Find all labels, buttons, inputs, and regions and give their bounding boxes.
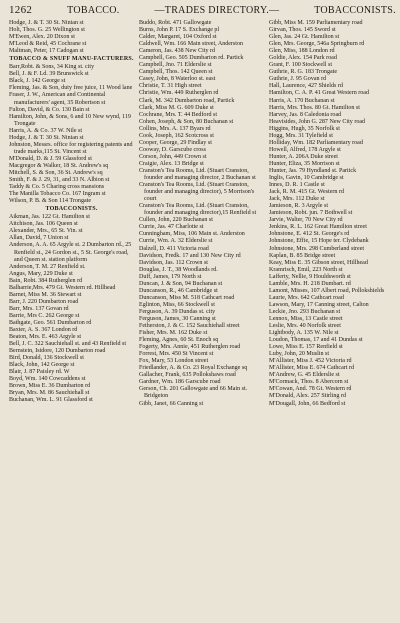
- directory-entry: Campbell, Thos. 142 Queen st: [139, 69, 213, 76]
- directory-entry: Gibb, Janet, 66 Canning st: [139, 400, 204, 407]
- directory-entry: Hunter, A. 206A Duke street: [269, 153, 338, 160]
- directory-entry: Angus, Mary, 229 Duke st: [9, 270, 73, 277]
- directory-entry: Gerson, Ch. 201 Gallowgate and 66 Main st. Bridgeton: [139, 386, 248, 400]
- directory-entry: Fulton, David, & Co. 130 Bain st: [9, 106, 90, 113]
- directory-entry: Calder, Margaret, 104 Oxford st: [139, 34, 217, 41]
- directory-entry: Holt, Thos. G. 25 Wellington st: [9, 27, 85, 34]
- directory-entry: Fetherston, J. & C. 152 Sauchiehall street: [139, 323, 240, 330]
- directory-entry: Gardner, Wm. 186 Garscube road: [139, 379, 221, 386]
- directory-entry: Hall, Laurence, 427 Shields rd: [269, 83, 343, 90]
- directory-entry: Fleming, Agnes, 60 St. Enoch sq: [139, 337, 219, 344]
- directory-entry: Currie, Wm. A. 32 Elderslie st: [139, 238, 213, 245]
- directory-entry: Douglas, J. T., 38 Woodlands rd.: [139, 266, 218, 273]
- directory-entry: Keay, Miss E. 35 Gibson street, Hillhead: [269, 259, 368, 266]
- directory-entry: Barr, Mrs. 137 Govan rd: [9, 305, 69, 312]
- directory-entry: Hamilton, John, & Sons, 6 and 10 New wynd, 119 Trongate: [9, 113, 131, 127]
- directory-entry: Clark, Miss M. G. 609 Duke st: [139, 104, 214, 111]
- directory-entry: Hodge, J. & T. 30 St. Ninian st: [9, 20, 84, 26]
- directory-entry: Fox, Mary, 53 London street: [139, 358, 209, 365]
- directory-entry: M'Donald, Alex. 257 Stirling rd: [269, 393, 347, 400]
- directory-entry: Brown, Miss E. 36 Dumbarton rd: [9, 383, 91, 390]
- directory-entry: Higgins, Hugh, 35 Norfolk st: [269, 125, 340, 132]
- directory-entry: Laurie, Mrs. 642 Cathcart road: [269, 294, 344, 301]
- directory-entry: Jarvie, Walter, 70 New City rd: [269, 217, 343, 224]
- directory-entry: Johnstone, Mrs. 298 Cumberland street: [269, 245, 365, 252]
- directory-entry: M'Cowan, And. 78 Gt. Western rd: [269, 386, 352, 393]
- directory-entry: Collins, Mrs. A. 137 Byars rd: [139, 125, 211, 132]
- directory-entry: Balharrie,Mrs. 479 Gt. Western rd. Hillhead: [9, 284, 116, 291]
- directory-entry: Currie, Jas. 47 Charlotte st: [139, 224, 204, 231]
- directory-entry: Johnstone, Effie, 15 Hope ter. Clydebank: [269, 238, 369, 245]
- directory-entry: Bathgate, Geo. 561 Dumbarton rd: [9, 319, 92, 326]
- directory-entry: Loudon, Thomas, 17 and 41 Dundas st: [269, 337, 363, 344]
- directory-entry: Craigie, Alex. 13 Bridge st: [139, 160, 204, 167]
- directory-entry: Jack, R. M. 415 Gt. Western rd: [269, 189, 344, 196]
- directory-entry: Bell, J. C. 322 Sauchiehall st. and 43 Renfield st: [9, 341, 127, 348]
- directory-entry: M'Dougall, John, 66 Bedford st: [269, 400, 346, 407]
- directory-entry: Barr, J. 220 Dumbarton road: [9, 298, 79, 305]
- directory-entry: Cranston's Tea Rooms, Ltd. (Stuart Cranston, founder and managing director),15 Renfield st: [139, 203, 257, 217]
- directory-entry: Beaton, Mrs. E. 463 Argyle st: [9, 334, 82, 341]
- directory-entry: Cunningham, Miss, 106 Main st. Anderston: [139, 231, 245, 238]
- directory-entry: Friedlander, A. & Co. 23 Royal Exchange sq: [139, 365, 248, 372]
- directory-entry: Fleming, Jas. & Son, duty free juice, 11 Wood lane: [9, 85, 133, 92]
- directory-entry: Jamieson, R. 3 Argyle st: [269, 203, 329, 210]
- directory-entry: M'Leod & Reid, 45 Cochrane st: [9, 41, 87, 48]
- directory-entry: Fogerty, Mrs. Annie, 451 Rutherglen road: [139, 344, 241, 351]
- directory-entry: Anderson, T. M. 27 Renfield st.: [9, 263, 86, 270]
- directory-entry: Duncanson, R., 46 Cambridge st: [139, 287, 218, 294]
- directory-entry: Davidson, Jas. 112 Crown st: [139, 259, 208, 266]
- directory-entry: Taddy & Co. 5 Charing cross mansions: [9, 184, 105, 191]
- directory-entry: Harris, A. 170 Buchanan st: [269, 97, 335, 104]
- directory-entry: Eglinton, Miss, 66 Stockwell st: [139, 301, 215, 308]
- directory-entry: Barr,Robt. & Sons, 34 King st. city: [9, 64, 95, 71]
- directory-entry: Clark, M. 342 Dumbarton road, Partick: [139, 97, 235, 104]
- directory-entry: Girvan, Thos. 145 Sword st: [269, 27, 336, 34]
- directory-entry: Harris, A. & Co. 37 W. Nile st: [9, 127, 83, 134]
- directory-entry: M'Allister, Miss E. 674 Cathcart rd: [269, 365, 354, 372]
- directory-entry: Lightbody, A. 135 W. Nile st: [269, 330, 339, 337]
- directory-entry: M'Cormack, Thos. 8 Abercorn st: [269, 379, 349, 386]
- directory-entry: Cook, Joseph, 162 Scotcross st: [139, 132, 214, 139]
- directory-entry: Smith, F. & J. 29, 31, and 33 N. Albion st: [9, 177, 110, 184]
- directory-entry: Holliday, Wm. 182 Parliamentary road: [269, 139, 363, 146]
- directory-entry: Hodge, J. & T. 30 St. Ninian st: [9, 134, 84, 141]
- directory-entry: Black, J. 142 George st: [9, 78, 66, 85]
- directory-entry: Cooper, George, 29 Findlay st: [139, 139, 212, 146]
- directory-entry: Barnet, Miss M. 36 Stewart st: [9, 291, 82, 298]
- directory-entry: Mitchell, S. & Son, 36 St. Andrew's sq: [9, 169, 103, 176]
- directory-entry: Glen, Jas. 24 Gt. Hamilton st: [269, 34, 340, 41]
- directory-entry: Macgregor & Walker, 18 St. Andrew's sq: [9, 162, 109, 169]
- directory-entry: Lamont, Misses, 107 Albert road, Pollokshields: [269, 287, 385, 294]
- directory-entry: Buchanan, Wm. L. 91 Glassford st: [9, 397, 93, 404]
- directory-entry: Lamble, Mrs. H. 218 Dumbart. rd: [269, 280, 351, 287]
- directory-entry: Cranston's Tea Rooms, Ltd. (Stuart Cranston, founder and managing director, 2 Buchanan st: [139, 167, 256, 182]
- directory-entry: Ferguson, A. 39 Dundas st. city: [139, 308, 216, 315]
- directory-entry: Cranston's Tea Rooms, Ltd. (Stuart Cranston, founder and managing director), 5 Morrison's court: [139, 182, 255, 203]
- directory-entry: Campbell, Jno. 71 Elderslie st: [139, 62, 212, 69]
- directory-entry: Cohen, Joseph, & Son, 80 Buchanan st: [139, 118, 234, 125]
- directory-entry: Cochrane, Mrs. T. 44 Bedford st: [139, 111, 218, 118]
- column-2: [139, 20, 264, 408]
- directory-entry: Bell, J. & F. Ld. 39 Brunswick st: [9, 71, 89, 78]
- directory-entry: Blair, J. 87 Paisley rd. W: [9, 369, 70, 376]
- directory-entry: Dalzell, D. 411 Victoria road: [139, 245, 209, 252]
- directory-entry: Innes, D. R. 1 Castle st: [269, 182, 325, 189]
- directory-entry: Inglis, Gavin, 10 Cambridge st: [269, 175, 344, 182]
- directory-entry: Guthrie, J. 95 Govan rd: [269, 76, 327, 83]
- directory-entry: Kaplan, B. 85 Bridge street: [269, 252, 336, 259]
- directory-entry: Ferguson, James, 30 Canning st: [139, 315, 216, 322]
- directory-entry: Jenkins, R. L. 162 Great Hamilton street: [269, 224, 367, 231]
- page-header: [9, 4, 396, 18]
- directory-entry: Bird, Donald, 136 Stockwell st: [9, 355, 84, 362]
- header-left-title: TOBACCO.: [67, 5, 120, 16]
- directory-entry: Grant, F. 100 Stockwell st: [269, 62, 333, 69]
- directory-entry: Wilson, P. B. & Son 114 Trongate: [9, 198, 92, 205]
- columns: [9, 20, 396, 408]
- section-heading: TOBACCONISTS.: [45, 206, 98, 213]
- directory-entry: Gibb, Miss M. 159 Parliamentary road: [269, 20, 363, 26]
- directory-entry: M'Ewen, Alex. 20 Dixon st: [9, 34, 75, 41]
- directory-entry: Hunter, Jas. 79 Hyndland st. Partick: [269, 167, 357, 174]
- directory-entry: Cullen, John, 220 Buchanan st: [139, 217, 213, 224]
- directory-entry: Harvey, Jas. 8 Caledonia road: [269, 111, 342, 118]
- directory-entry: Christie, Wm. 449 Rutherglen rd: [139, 90, 219, 97]
- directory-entry: M'Andrew, G. 45 Elderslie st: [269, 372, 340, 379]
- header-center-title: —TRADES DIRECTORY.—: [154, 5, 280, 16]
- directory-entry: Duncanson, Miss M. 518 Cathcart road: [139, 294, 235, 301]
- directory-entry: Fisher, Mrs. M. 162 Duke st: [139, 330, 208, 337]
- directory-entry: Buddo, Robt. 471 Gallowgate: [139, 20, 212, 26]
- directory-entry: Cooway, D. Garscube cross: [139, 146, 206, 153]
- directory-entry: Guthrie, R. G. 183 Trongate: [269, 69, 338, 76]
- directory-entry: Maltman, Peter, 17 Cadogan st: [9, 48, 84, 55]
- directory-entry: Casey, John, 8 Waterloo st. east: [139, 76, 216, 83]
- directory-entry: Baxter, A. S. 367 London rd: [9, 327, 78, 334]
- directory-entry: Fraser, J. W., American and Continental manufacturers' agent, 35 Robertson st: [9, 92, 106, 106]
- directory-entry: Glen, Mrs. George, 546a Springburn rd: [269, 41, 365, 48]
- directory-entry: Alexander, Mrs., 65 St. Vin. st: [9, 228, 83, 235]
- directory-entry: Hogg, Mrs. 31 Tylefield st: [269, 132, 333, 139]
- directory-entry: Johnston, Messrs. office for registering patents and trade marks,115 St. Vincent st: [9, 141, 133, 155]
- directory-entry: Anderson, A. A. 65 Argyle st. 2 Dumbarton rd., 25 Renfield st., 24 Gordon st., 5 St. George's road, and Queen st. station platform: [9, 242, 132, 263]
- directory-entry: Duncan, J. & Son, 94 Buchanan st: [139, 280, 223, 287]
- directory-entry: Bernstein, Isidore, 120 Dumbarton road: [9, 348, 106, 355]
- directory-entry: Goldie, Alex. 154 Park road: [269, 55, 337, 62]
- directory-entry: Lennox, Miss, 13 Castle street: [269, 315, 343, 322]
- directory-entry: Gallacher, Frank, 635 Pollokshaws road: [139, 372, 236, 379]
- directory-entry: Kramrisch, Emil, 223 North st: [269, 266, 343, 273]
- directory-entry: Christie, T. 31 High street: [139, 83, 202, 90]
- directory-entry: Aikman, Jas. 122 Gt. Hamilton st: [9, 214, 90, 221]
- directory-entry: Howell, Alfred, 178 Argyle st: [269, 146, 341, 153]
- directory-entry: Lawson, Mary, 17 Canning street, Calton: [269, 301, 369, 308]
- directory-entry: Jack, Mrs. 112 Duke st: [269, 196, 325, 203]
- page-number: 1262: [9, 4, 33, 16]
- directory-entry: Lafferty, Nellie, 9 Houldsworth st: [269, 273, 351, 280]
- directory-entry: Corson, John, 449 Crown st: [139, 153, 207, 160]
- directory-entry: Heavisides, John G. 287 New City road: [269, 118, 366, 125]
- directory-entry: Hamilton, C. A. P. 41 Great Western road: [269, 90, 370, 97]
- directory-entry: Allan, David, 7 Union st: [9, 235, 69, 242]
- directory-entry: Bain, Robt. 384 Rutherglen rd: [9, 277, 83, 284]
- header-right-title: TOBACCONISTS.: [314, 5, 396, 16]
- section-heading: TOBACCO & SNUFF MANU-FACTURERS.: [9, 56, 134, 63]
- directory-entry: M'Donald, D. & J. 59 Glassford st: [9, 155, 92, 162]
- directory-entry: Cameron, Jas. 438 New City rd: [139, 48, 216, 55]
- directory-entry: Leslie, Mrs. 40 Norfolk street: [269, 323, 341, 330]
- directory-entry: Aitchison, Jas. 106 Queen st: [9, 221, 78, 228]
- directory-entry: The Manilla Tobacco Co. 167 Ingram st: [9, 191, 106, 198]
- directory-entry: Davidson, Fredk. 17 and 130 New City rd: [139, 252, 241, 259]
- directory-entry: Leckie, Jno. 293 Buchanan st: [269, 308, 341, 315]
- directory-entry: Duff, James, 179 North st: [139, 273, 202, 280]
- directory-entry: Harris, Mrs. Thos. 80 Gt. Hamilton st: [269, 104, 360, 111]
- directory-entry: M'Allister, Miss J. 452 Victoria rd: [269, 358, 352, 365]
- directory-entry: Caldwell, Wm. 166 Main street, Anderston: [139, 41, 244, 48]
- directory-entry: Jamieson, Robt. jun. 7 Bothwell st: [269, 210, 353, 217]
- directory-entry: Campbell, Geo. 505 Dumbarton rd. Partick: [139, 55, 244, 62]
- directory-entry: Bryan, Mrs. M. 86 Sauchiehall st: [9, 390, 90, 397]
- directory-entry: Glen, Miss, 188 London rd: [269, 48, 335, 55]
- directory-entry: Luby, John, 20 Muslin st: [269, 351, 330, 358]
- column-3: [269, 20, 394, 408]
- directory-entry: Lowe, Miss E. 157 Renfield st: [269, 344, 343, 351]
- column-1: [9, 20, 134, 408]
- directory-entry: Hunter, Eliza, 35 Morrison st: [269, 160, 340, 167]
- directory-entry: Black, John, 142 George st: [9, 362, 75, 369]
- directory-entry: Johnstone, E. 412 St. George's rd: [269, 231, 350, 238]
- directory-entry: Barrie, Mrs C. 262 George st: [9, 312, 80, 319]
- directory-entry: Boyd, Wm. 140 Cowcaddens st: [9, 376, 86, 383]
- directory-entry: Burns, John P. 17 S. Exchange pl: [139, 27, 220, 34]
- directory-entry: Forrest, Mrs. 450 St Vincent st: [139, 351, 214, 358]
